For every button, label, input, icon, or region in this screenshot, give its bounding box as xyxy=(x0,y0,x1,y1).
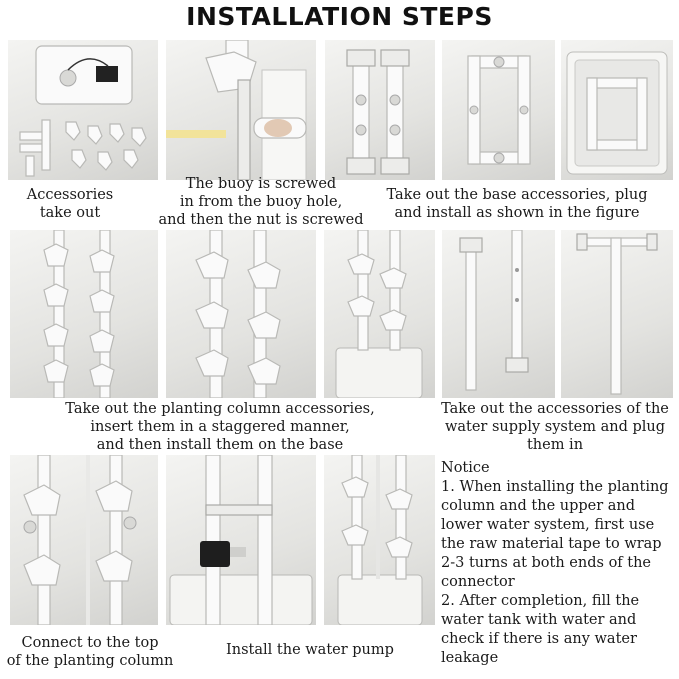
water-pipe-parts-photo xyxy=(442,230,555,398)
column-on-base-photo xyxy=(324,230,435,398)
caption-line: Connect to the top xyxy=(21,635,159,651)
notice-line: 2-3 turns at both ends of the xyxy=(441,555,652,571)
caption-column xyxy=(30,400,410,454)
column-assembled-photo xyxy=(166,230,316,398)
caption-line: them in xyxy=(526,437,584,453)
caption-line: of the planting column xyxy=(6,653,174,669)
column-top-photo xyxy=(10,455,158,625)
caption-line: insert them in a staggered manner, xyxy=(90,419,350,435)
notice-line: water tank with water and xyxy=(441,612,637,628)
notice-line: lower water system, first use xyxy=(441,517,655,533)
column-parts-photo xyxy=(10,230,158,398)
caption-water-pump xyxy=(200,641,420,659)
notice-line: the raw material tape to wrap xyxy=(441,536,662,552)
caption-line: Take out the base accessories, plug xyxy=(386,187,648,203)
caption-line: Take out the accessories of the xyxy=(441,401,669,417)
caption-line: water supply system and plug xyxy=(444,419,666,435)
notice-line: leakage xyxy=(441,650,499,666)
notice-line: 2. After completion, fill the xyxy=(441,593,640,609)
caption-line: Install the water pump xyxy=(226,642,394,658)
caption-line: in from the buoy hole, xyxy=(179,194,343,210)
caption-line: Accessories xyxy=(26,187,114,203)
base-frame-photo xyxy=(442,40,555,180)
notice-line: column and the upper and xyxy=(441,498,636,514)
accessories-photo xyxy=(8,40,158,180)
full-assembly-photo xyxy=(324,455,435,625)
page-title: INSTALLATION STEPS xyxy=(186,2,493,31)
caption-line: The buoy is screwed xyxy=(185,176,337,192)
caption-base xyxy=(362,186,672,222)
notice-heading: Notice xyxy=(441,460,490,476)
water-pipe-assembled-photo xyxy=(561,230,673,398)
caption-accessories xyxy=(0,186,140,222)
base-in-tank-photo xyxy=(561,40,673,180)
caption-water-system xyxy=(430,400,679,454)
caption-line: take out xyxy=(39,205,101,221)
notice-block xyxy=(441,459,673,668)
caption-line: and install as shown in the figure xyxy=(394,205,640,221)
water-pump-photo xyxy=(166,455,316,625)
caption-line: and then install them on the base xyxy=(96,437,344,453)
caption-line: Take out the planting column accessories, xyxy=(65,401,375,417)
notice-line: 1. When installing the planting xyxy=(441,479,669,495)
caption-column-top xyxy=(0,634,180,670)
buoy-photo xyxy=(166,40,316,180)
notice-line: connector xyxy=(441,574,515,590)
caption-line: and then the nut is screwed xyxy=(158,212,364,228)
notice-line: check if there is any water xyxy=(441,631,637,647)
base-parts-photo xyxy=(325,40,435,180)
